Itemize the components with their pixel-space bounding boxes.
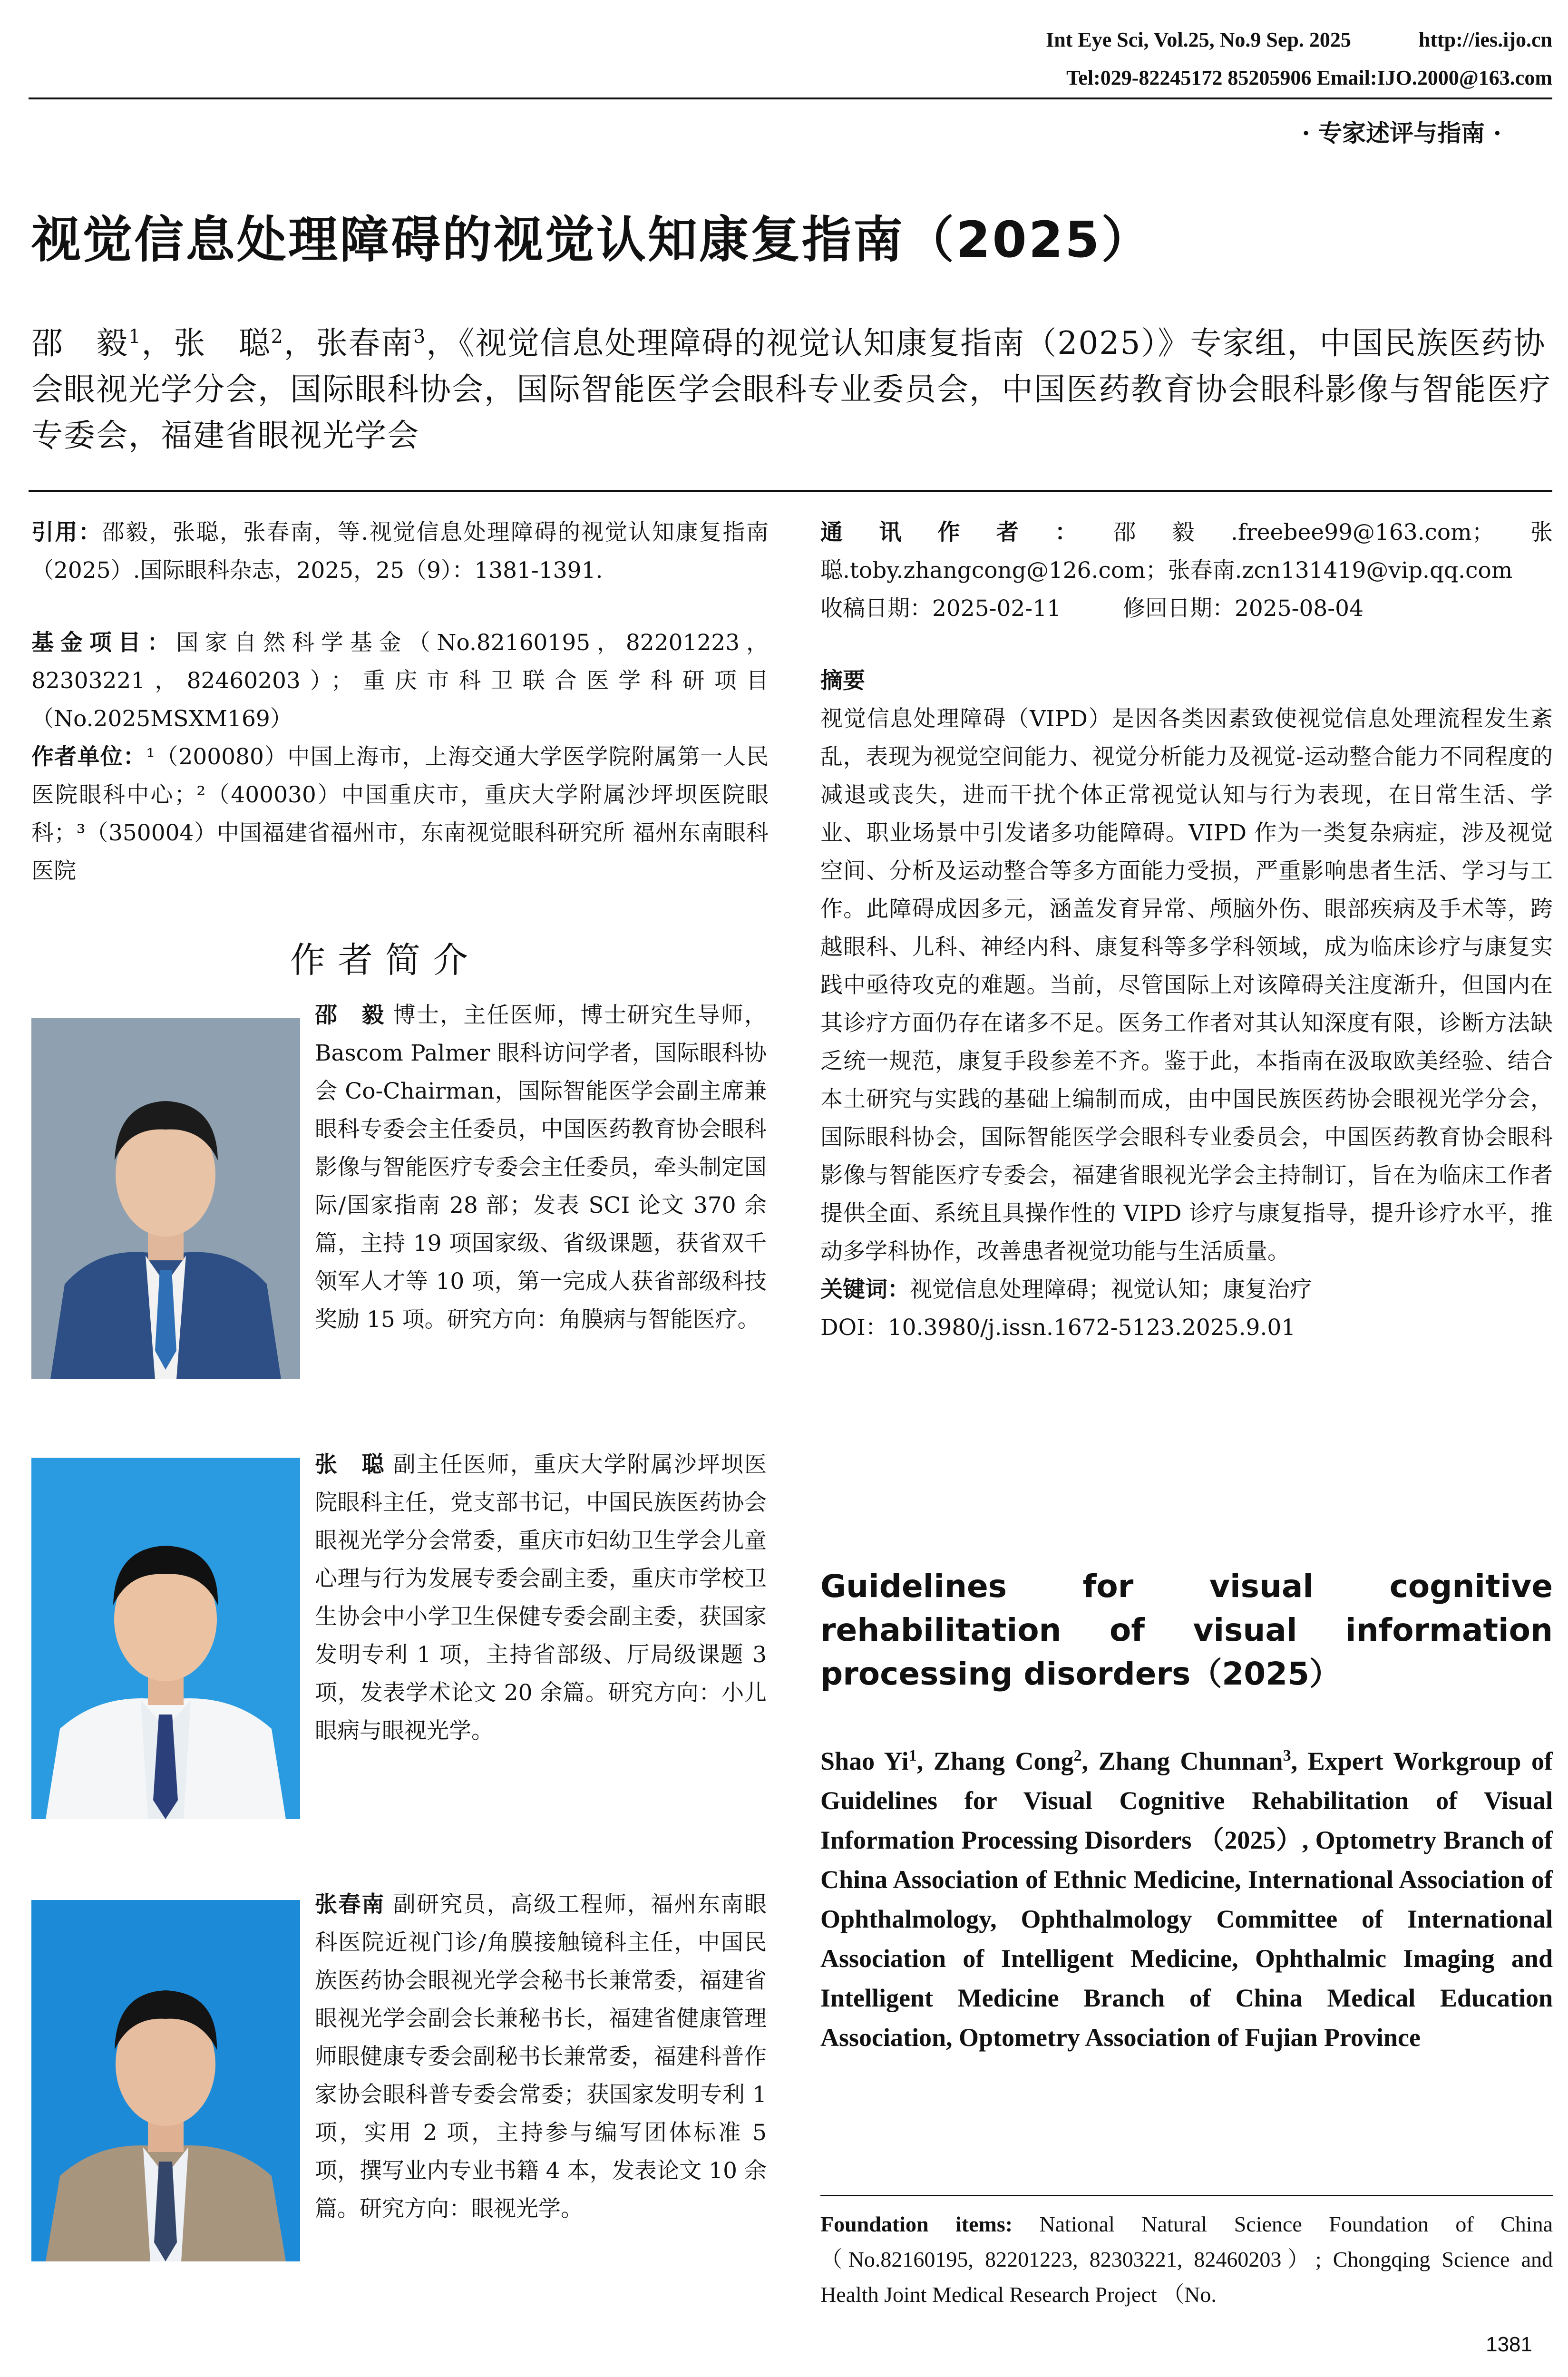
author-name: ，张春南	[283, 325, 413, 361]
dates: 收稿日期：2025-02-11 修回日期：2025-08-04	[820, 595, 1363, 622]
author-name: ，张 聪	[141, 325, 271, 361]
affiliation-marker: 3	[413, 326, 427, 348]
affiliation-marker: 3	[1283, 1747, 1291, 1764]
header-rule	[29, 97, 1552, 99]
funding-cn: 基金项目：国家自然科学基金（No.82160195，82201223，82303221，82460203）；重庆市科卫联合医学科研项目（No.2025MSXM169）	[31, 630, 769, 732]
affiliation-marker: 2	[271, 326, 284, 348]
affiliation-marker: 1	[908, 1747, 917, 1764]
affiliation-marker: 2	[1073, 1747, 1082, 1764]
correspondence: 通讯作者：邵毅.freebee99@163.com；张聪.toby.zhangcong@126.com；张春南.zcn131419@vip.qq.com	[820, 519, 1553, 584]
page-number: 1381	[1486, 2333, 1532, 2356]
title-rule	[29, 490, 1552, 492]
author-bio-heading: 作者简介	[290, 940, 480, 981]
right-column	[820, 514, 1553, 1347]
citation: 引用：邵毅，张聪，张春南，等.视觉信息处理障碍的视觉认知康复指南（2025）.国际眼科杂志，2025，25（9）：1381-1391.	[31, 519, 769, 584]
journal-url[interactable]: http://ies.ijo.cn	[1418, 28, 1552, 51]
article-title: 视觉信息处理障碍的视觉认知康复指南（2025）	[31, 211, 1153, 269]
journal-citation-line: Int Eye Sci, Vol.25, No.9 Sep. 2025	[1046, 28, 1351, 51]
section-tag: · 专家述评与指南 ·	[1302, 119, 1501, 147]
journal-contact-line: Tel:029-82245172 85205906 Email:IJO.2000@163.com	[1066, 66, 1552, 89]
affiliation-marker: 1	[128, 326, 142, 348]
foundation-en: Foundation items: National Natural Science Foundation of China （No.82160195, 82201223, 82303221, 82460203）; Chongqing Science and Health Joint Medical Research Project （No.	[820, 2212, 1553, 2307]
author-bio-shao: 邵 毅 博士，主任医师，博士研究生导师，Bascom Palmer 眼科访问学者，国际眼科协会 Co-Chairman，国际智能医学会副主席兼眼科专委会主任委员，中国医药教育协会眼科影像与智能医疗专委会主任委员，牵头制定国际/国家指南 28 部；发表 SCI 论文 370 余篇，主持 19 项国家级、省级课题，获省双千领军人才等 10 项，第一完成人获省部级科技奖励 15 项。研究方向：角膜病与智能医疗。	[315, 1002, 767, 1333]
doi[interactable]: DOI：10.3980/j.issn.1672-5123.2025.9.01	[820, 1315, 1296, 1341]
journal-header	[1046, 28, 1552, 52]
author-bio-zhang-chunnan: 张春南 副研究员，高级工程师，福州东南眼科医院近视门诊/角膜接触镜科主任，中国民族医药协会眼视光学会秘书长兼常委，福建省眼视光学会副会长兼秘书长，福建省健康管理师眼健康专委会副秘书长兼常委，福建科普作家协会眼科普专委会常委；获国家发明专利 1 项，实用 2 项，主持参与编写团体标准 5 项，撰写业内专业书籍 4 本，发表论文 10 余篇。研究方向：眼视光学。	[315, 1891, 767, 2222]
author-photo-zhang-chunnan	[31, 1900, 300, 2261]
left-column	[31, 514, 769, 890]
affiliations: 作者单位：¹（200080）中国上海市，上海交通大学医学院附属第一人民医院眼科中心；²（400030）中国重庆市，重庆大学附属沙坪坝医院眼科；³（350004）中国福建省福州市，东南视觉眼科研究所 福州东南眼科医院	[31, 744, 769, 884]
foundation-rule	[820, 2195, 1553, 2196]
english-title: Guidelines for visual cognitive rehabilitation of visual information processing disorders（2025）	[820, 1568, 1553, 1692]
author-groups: ，《视觉信息处理障碍的视觉认知康复指南（2025）》专家组，中国民族医药协会眼视光学分会，国际眼科协会，国际智能医学会眼科专业委员会，中国医药教育协会眼科影像与智能医疗专委会，福建省眼视光学会	[31, 325, 1551, 454]
author-photo-zhang-cong	[31, 1458, 300, 1819]
author-photo-shao	[31, 1018, 300, 1379]
author-name: 邵 毅	[31, 325, 128, 361]
abstract-text: 视觉信息处理障碍（VIPD）是因各类因素致使视觉信息处理流程发生紊乱，表现为视觉空间能力、视觉分析能力及视觉-运动整合能力不同程度的减退或丧失，进而干扰个体正常视觉认知与行为表现，在日常生活、学业、职业场景中引发诸多功能障碍。VIPD 作为一类复杂病症，涉及视觉空间、分析及运动整合等多方面能力受损，严重影响患者生活、学习与工作。此障碍成因多元，涵盖发育异常、颅脑外伤、眼部疾病及手术等，跨越眼科、儿科、神经内科、康复科等多学科领域，成为临床诊疗与康复实践中亟待攻克的难题。当前，尽管国际上对该障碍关注度渐升，但国内在其诊疗方面仍存在诸多不足。医务工作者对其认知深度有限，诊断方法缺乏统一规范，康复手段参差不齐。鉴于此，本指南在汲取欧美经验、结合本土研究与实践的基础上编制而成，由中国民族医药协会眼视光学分会，国际眼科协会，国际智能医学会眼科专业委员会，中国医药教育协会眼科影像与智能医疗专委会，福建省眼视光学会主持制订，旨在为临床工作者提供全面、系统且具操作性的 VIPD 诊疗与康复指导，提升诊疗水平，推动多学科协作，改善患者视觉功能与生活质量。	[820, 706, 1553, 1265]
english-author-list: Shao Yi$^1$, Zhang Cong$^2$, Zhang Chunnan$^3$, Expert Workgroup of Guidelines for Visual Cognitive Rehabilitation of Visual Information Processing Disorders （2025）, Optometry Branch of China Association of Ethnic Medicine, International Association of Ophthalmology, Ophthalmology Committee of International Association of Intelligent Medicine, Ophthalmic Imaging and Intelligent Medicine Branch of China Medical Education Association, Optometry Association of Fujian Province	[820, 1747, 1553, 2052]
abstract-label: 摘要	[820, 668, 865, 694]
keywords: 关键词：视觉信息处理障碍；视觉认知；康复治疗	[820, 1276, 1312, 1303]
author-list	[31, 314, 1553, 458]
author-bio-zhang-cong: 张 聪 副主任医师，重庆大学附属沙坪坝医院眼科主任，党支部书记，中国民族医药协会眼视光学分会常委，重庆市妇幼卫生学会儿童心理与行为发展专委会副主委，重庆市学校卫生协会中小学卫生保健专委会副主委，获国家发明专利 1 项，主持省部级、厅局级课题 3 项，发表学术论文 20 余篇。研究方向：小儿眼病与眼视光学。	[315, 1452, 767, 1744]
